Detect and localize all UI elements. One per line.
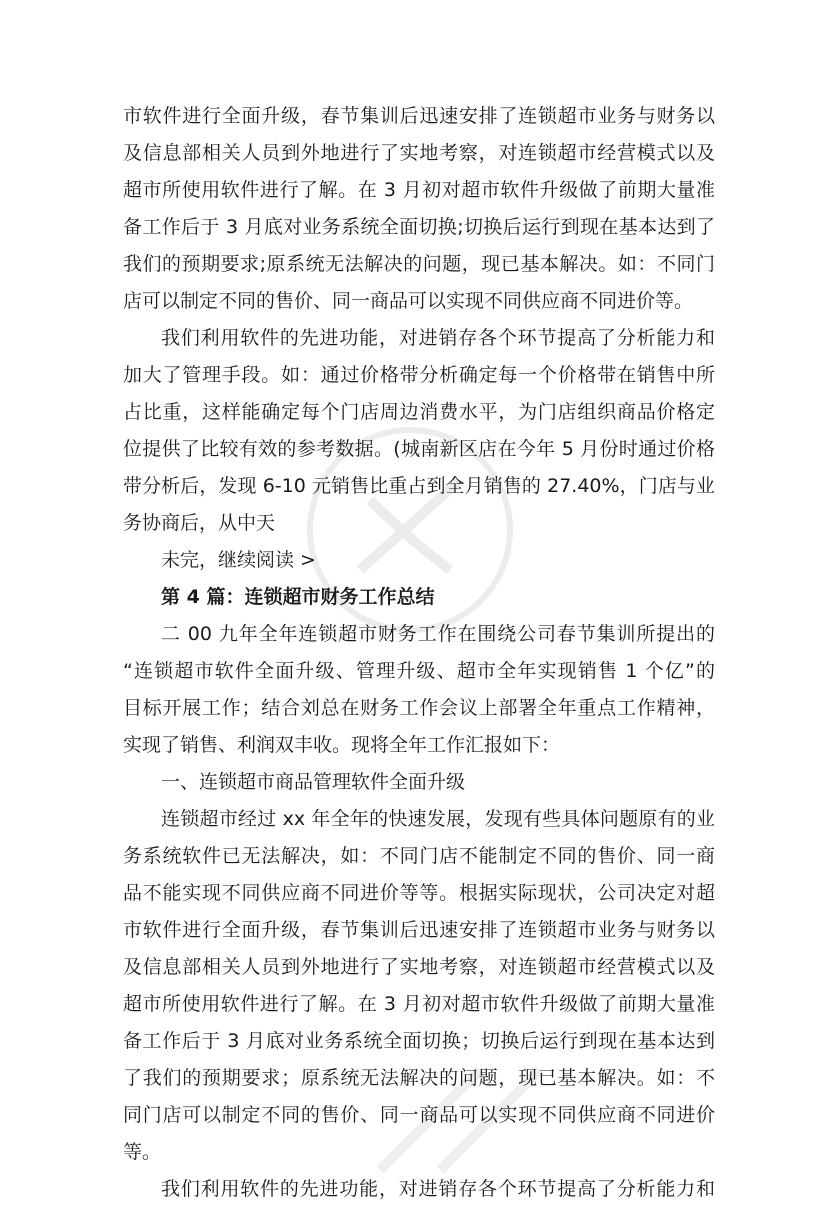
text-line: 及信息部相关人员到外地进行了实地考察，对连锁超市经营模式以及	[123, 956, 715, 978]
text-line: 等。	[123, 1141, 162, 1163]
text-line: 带分析后，发现 6-10 元销售比重占到全月销售的 27.40%，门店与业	[123, 475, 715, 497]
paragraph-software-upgrade-continued	[123, 98, 715, 320]
paragraph-price-analysis	[123, 320, 715, 542]
text-line: 占比重，这样能确定每个门店周边消费水平，为门店组织商品价格定	[123, 401, 715, 423]
text-line: 备工作后于 3 月底对业务系统全面切换；切换后运行到现在基本达到	[123, 1030, 715, 1052]
text-line: 我们的预期要求;原系统无法解决的问题，现已基本解决。如：不同门	[123, 253, 715, 275]
text-line: 同门店可以制定不同的售价、同一商品可以实现不同供应商不同进价	[123, 1104, 715, 1126]
text-line: 务协商后，从中天	[123, 512, 276, 534]
subheading: 一、连锁超市商品管理软件全面升级	[161, 771, 466, 793]
text-line: 了我们的预期要求；原系统无法解决的问题，现已基本解决。如：不	[123, 1067, 715, 1089]
text-line: 店可以制定不同的售价、同一商品可以实现不同供应商不同进价等。	[123, 290, 694, 312]
text-line: 加大了管理手段。如：通过价格带分析确定每一个价格带在销售中所	[123, 364, 715, 386]
text-line: 市软件进行全面升级，春节集训后迅速安排了连锁超市业务与财务以	[123, 919, 715, 941]
text-line: 位提供了比较有效的参考数据。(城南新区店在今年 5 月份时通过价格	[123, 438, 715, 460]
text-line: 我们利用软件的先进功能，对进销存各个环节提高了分析能力和	[161, 1178, 715, 1200]
read-more-link[interactable]: 未完，继续阅读 >	[161, 549, 316, 571]
paragraph-intro	[123, 616, 715, 764]
document-body	[123, 98, 715, 1208]
text-line: 市软件进行全面升级，春节集训后迅速安排了连锁超市业务与财务以	[123, 105, 715, 127]
paragraph-software-upgrade	[123, 801, 715, 1171]
text-line: 务系统软件已无法解决，如：不同门店不能制定不同的售价、同一商	[123, 845, 715, 867]
text-line: 超市所使用软件进行了解。在 3 月初对超市软件升级做了前期大量准	[123, 993, 715, 1015]
section-heading: 第 4 篇：连锁超市财务工作总结	[161, 586, 435, 608]
text-line: 连锁超市经过 xx 年全年的快速发展，发现有些具体问题原有的业	[161, 808, 715, 830]
text-line: 品不能实现不同供应商不同进价等等。根据实际现状，公司决定对超	[123, 882, 715, 904]
text-line: 及信息部相关人员到外地进行了实地考察，对连锁超市经营模式以及	[123, 142, 715, 164]
text-line: 目标开展工作；结合刘总在财务工作会议上部署全年重点工作精神，	[123, 697, 715, 719]
text-line: 实现了销售、利润双丰收。现将全年工作汇报如下：	[123, 734, 561, 756]
paragraph-software-analysis	[123, 1171, 715, 1208]
text-line: 备工作后于 3 月底对业务系统全面切换;切换后运行到现在基本达到了	[123, 216, 715, 238]
text-line: 我们利用软件的先进功能，对进销存各个环节提高了分析能力和	[161, 327, 715, 349]
text-line: 超市所使用软件进行了解。在 3 月初对超市软件升级做了前期大量准	[123, 179, 715, 201]
text-line: 二 00 九年全年连锁超市财务工作在围绕公司春节集训所提出的	[161, 623, 715, 645]
text-line: “连锁超市软件全面升级、管理升级、超市全年实现销售 1 个亿”的	[123, 660, 715, 682]
